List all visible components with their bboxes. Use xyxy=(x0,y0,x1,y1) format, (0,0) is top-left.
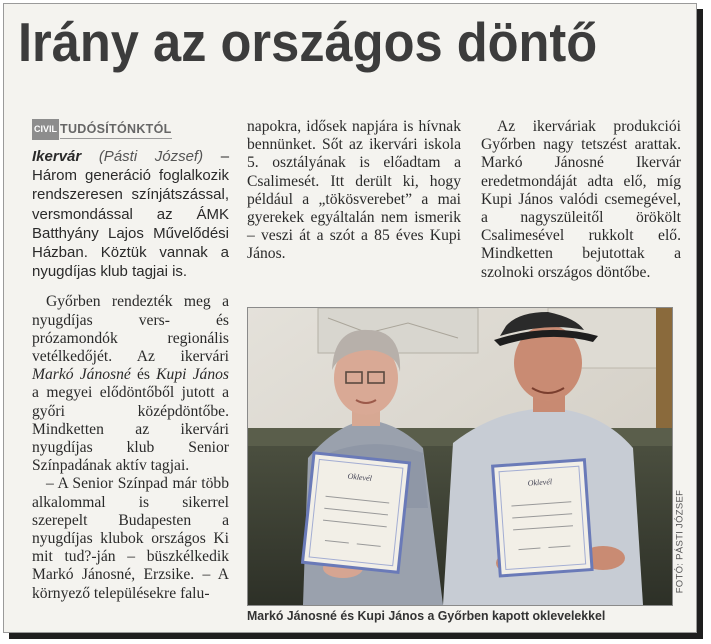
article-column-1 xyxy=(32,122,229,603)
person-name: Kupi János xyxy=(156,366,229,384)
body-paragraph-1 xyxy=(32,293,229,475)
diploma-title: Oklevél xyxy=(347,471,373,484)
body-paragraph-3: napokra, idősek napjára is hívnak bennünket. Sőt az ikervári iskola 5. osztályának is előadtam a Csalimesét. Itt derült ki, hogy például a „tökösverebet” a mai gyerekek egyáltalán nem ismerik – veszi át a szót a 85 éves Kupi János. xyxy=(247,118,461,263)
section-label xyxy=(32,122,229,137)
photo-credit xyxy=(670,484,684,604)
body-paragraph-2: – A Senior Színpad már több alkalommal is sikerrel szerepelt Budapesten a nyugdíjas klubok országos Ki mit tud?-ján – büszkélkedik Markó Jánosné, Erzsike. – A környező településekre falu- xyxy=(32,475,229,602)
body-paragraph-4: Az ikerváriak produkciói Győrben nagy tetszést arattak. Markó Jánosné Ikervár eredetmondáját adta elő, míg Kupi János valódi csemegével, a nagyszüleitől örökölt Csalimesével rukkolt elő. Mindketten bejutottak a szolnoki országos döntőbe. xyxy=(481,118,681,281)
newspaper-clipping xyxy=(3,3,697,633)
section-name: TUDÓSÍTÓNKTÓL xyxy=(60,120,172,139)
diploma-right xyxy=(493,460,592,576)
person-name: Markó Jánosné xyxy=(32,366,131,384)
photo-caption: Markó Jánosné és Kupi János a Győrben kapott oklevelekkel xyxy=(247,608,606,623)
article-column-2 xyxy=(247,118,461,264)
body-text: és xyxy=(130,366,157,384)
dateline-town: Ikervár xyxy=(32,148,82,165)
photo-illustration xyxy=(248,308,672,605)
lead-text: – Három generáció foglalkozik rendszeresen színjátszással, versmondással az ÁMK Batthyány Lajos Művelődési Házban. Köztük vannak a nyugdíjas klub tagjai is. xyxy=(32,148,230,281)
lead-paragraph xyxy=(32,147,229,281)
diploma-title: Oklevél xyxy=(527,477,553,488)
body-text: Győrben rendezték meg a nyugdíjas vers- és prózamondók regionális vetélkedőjét. Az ikervári xyxy=(32,293,229,366)
article-photo xyxy=(247,307,673,606)
body-text: a megyei elődöntőből jutott a győri középdöntőbe. Mindketten az ikervári nyugdíjas klub Senior Színpadának aktív tagjai. xyxy=(32,384,229,475)
byline: (Pásti József) xyxy=(98,148,204,165)
section-badge: CIVIL xyxy=(32,119,59,139)
photo-credit-text: FOTÓ: PÁSTI JÓZSEF xyxy=(674,489,686,594)
article-column-3 xyxy=(481,118,681,282)
diploma-left xyxy=(303,453,410,572)
headline: Irány az országos döntő xyxy=(18,11,598,73)
